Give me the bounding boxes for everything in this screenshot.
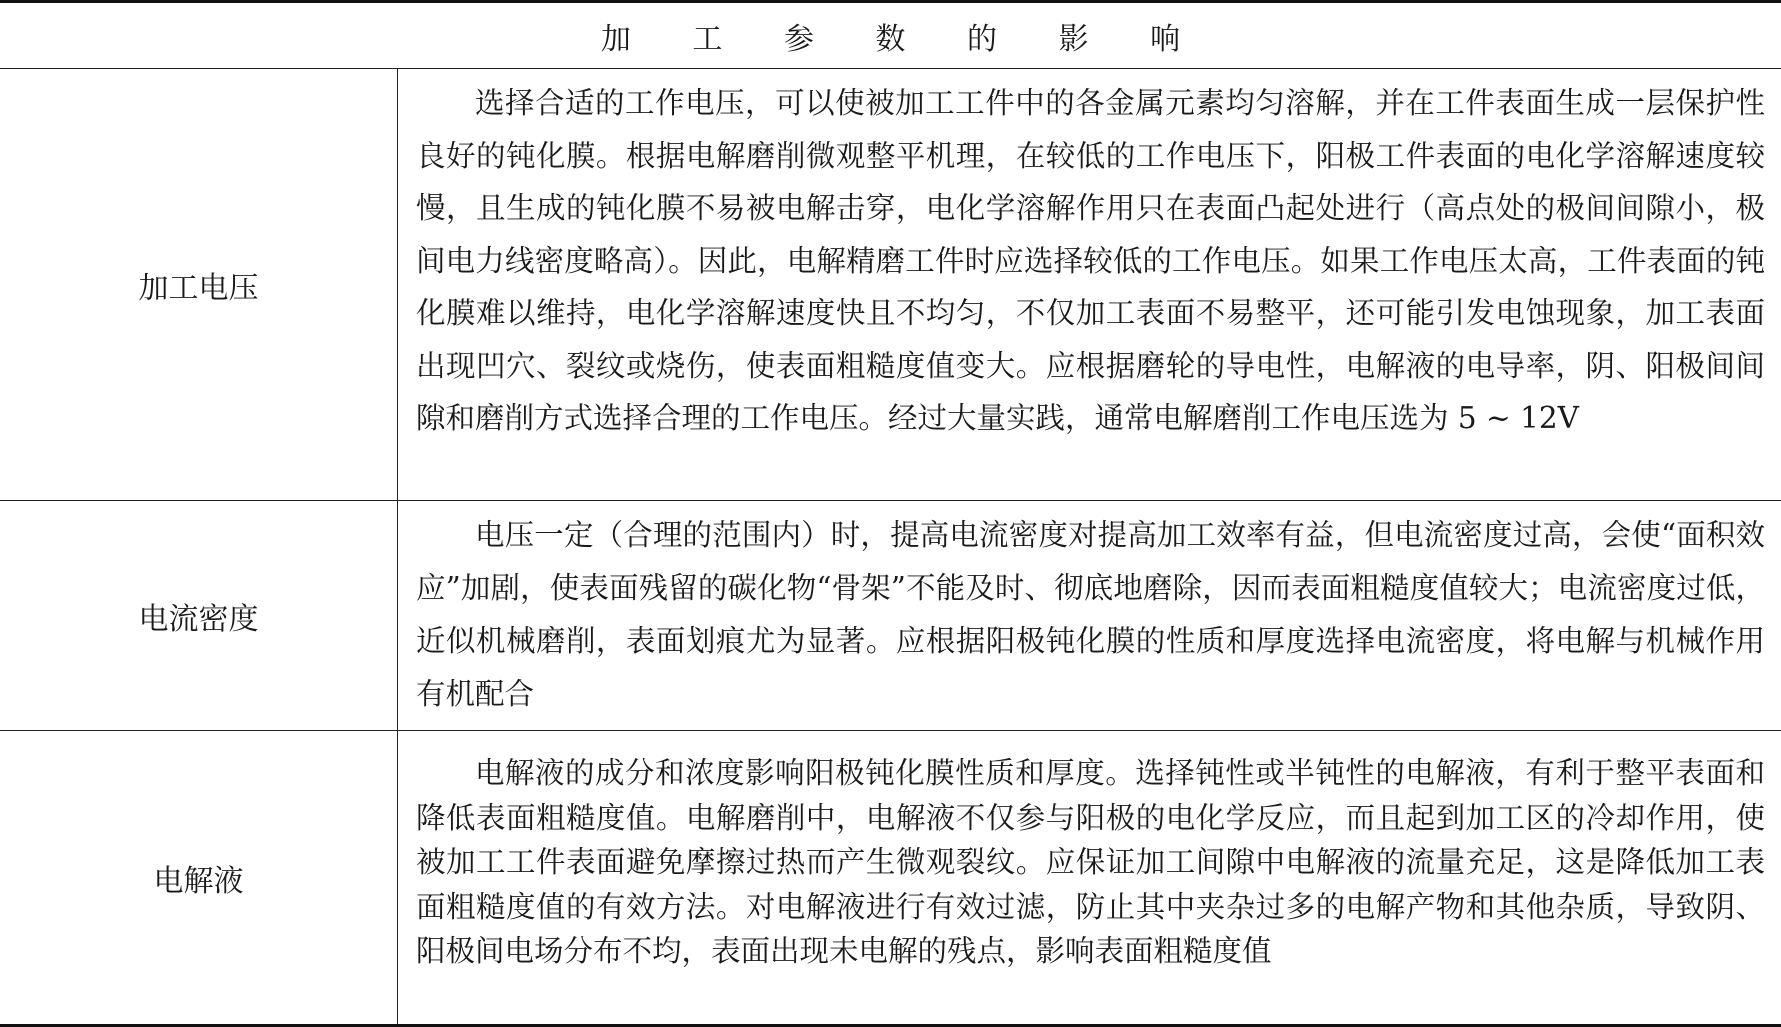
parameter-name: 加工电压 — [0, 69, 398, 500]
table-row — [0, 731, 1781, 1024]
table-row — [0, 501, 1781, 731]
parameter-description: 选择合适的工作电压，可以使被加工工件中的各金属元素均匀溶解，并在工件表面生成一层保护性良好的钝化膜。根据电解磨削微观整平机理，在较低的工作电压下，阳极工件表面的电化学溶解速度较慢，且生成的钝化膜不易被电解击穿，电化学溶解作用只在表面凸起处进行（高点处的极间间隙小，极间电力线密度略高）。因此，电解精磨工件时应选择较低的工作电压。如果工作电压太高，工件表面的钝化膜难以维持，电化学溶解速度快且不均匀，不仅加工表面不易整平，还可能引发电蚀现象，加工表面出现凹穴、裂纹或烧伤，使表面粗糙度值变大。应根据磨轮的导电性，电解液的电导率，阴、阳极间间隙和磨削方式选择合理的工作电压。经过大量实践，通常电解磨削工作电压选为 5 ~ 12V — [416, 86, 1765, 435]
parameter-name: 电流密度 — [0, 501, 398, 730]
parameter-description: 电解液的成分和浓度影响阳极钝化膜性质和厚度。选择钝性或半钝性的电解液，有利于整平表面和降低表面粗糙度值。电解磨削中，电解液不仅参与阳极的电化学反应，而且起到加工区的冷却作用，使被加工工件表面避免摩擦过热而产生微观裂纹。应保证加工间隙中电解液的流量充足，这是降低加工表面粗糙度值的有效方法。对电解液进行有效过滤，防止其中夹杂过多的电解产物和其他杂质，导致阴、阳极间电场分布不均，表面出现未电解的残点，影响表面粗糙度值 — [416, 756, 1765, 968]
parameter-description: 电压一定（合理的范围内）时，提高电流密度对提高加工效率有益，但电流密度过高，会使“面积效应”加剧，使表面残留的碳化物“骨架”不能及时、彻底地磨除，因而表面粗糙度值较大；电流密度过低，近似机械磨削，表面划痕尤为显著。应根据阳极钝化膜的性质和厚度选择电流密度，将电解与机械作用有机配合 — [416, 518, 1765, 711]
table-row — [0, 69, 1781, 501]
table-title: 加 工 参 数 的 影 响 — [0, 3, 1781, 69]
parameter-name: 电解液 — [0, 731, 398, 1024]
